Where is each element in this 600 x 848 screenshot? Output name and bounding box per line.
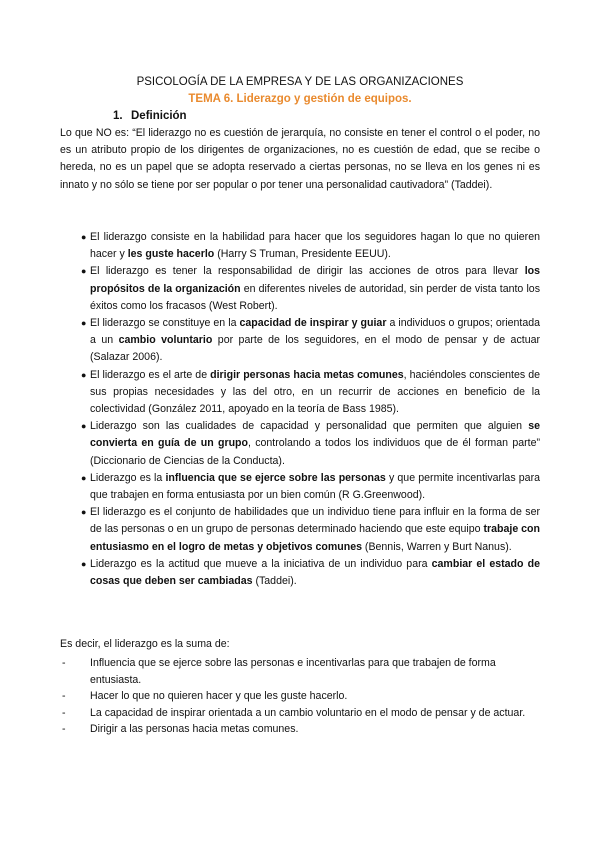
intro-paragraph: Lo que NO es: “El liderazgo no es cuestión de jerarquía, no consiste en tener el control o el poder, no es un atributo propio de los dirigentes de organizaciones, no es cuestión de edad, que se recibe o hereda, no es un papel que se adopta reservado a ciertas personas, no se lleva en los genes ni es innato y no sólo se tiene por ser popular o por tener una personalidad cautivadora” (Taddei).	[60, 127, 540, 191]
summary-item	[60, 705, 540, 722]
definition-text: El liderazgo es tener la responsabilidad de dirigir las acciones de otros para llevar	[90, 265, 525, 278]
definition-text: a individuos o grupos; orientada a un	[90, 317, 540, 347]
summary-intro: Es decir, el liderazgo es la suma de:	[60, 638, 230, 650]
summary-item	[60, 655, 540, 688]
definition-text: El liderazgo consiste en la habilidad para hacer que los seguidores hagan lo que no quieren hacer y	[90, 231, 540, 261]
definition-item	[60, 504, 540, 556]
definition-item	[60, 556, 540, 590]
definition-bold-text: cambiar el estado de cosas que deben ser cambiadas	[90, 557, 540, 588]
definition-text: por parte de los seguidores, en el modo de pensar y de actuar (Salazar 2006).	[90, 334, 541, 364]
summary-item-text: - La capacidad de inspirar orientada a un cambio voluntario en el modo de pensar y de actuar.	[90, 706, 526, 719]
section-number: 1.	[113, 110, 123, 122]
summary-item	[60, 721, 540, 738]
section-title: Definición	[131, 110, 187, 122]
summary-item-text: - Influencia que se ejerce sobre las personas e incentivarlas para que trabajen de forma entusiasta.	[90, 657, 496, 686]
summary-item-text: - Hacer lo que no quieren hacer y que les guste hacerlo.	[90, 690, 348, 702]
definition-text: , controlando a todos los individuos que de él forman parte” (Diccionario de Ciencias de la Conducta).	[90, 437, 540, 467]
definition-text: y que permite incentivarlas para que trabajen en forma entusiasta por un bien común (R G.Greenwood).	[90, 471, 540, 502]
definition-text: El liderazgo es el arte de	[90, 368, 211, 381]
definition-text: (Taddei).	[252, 575, 297, 588]
definition-item	[60, 470, 540, 504]
definition-bold-text: dirigir personas hacia metas comunes	[210, 368, 404, 381]
definition-bold-text: les guste hacerlo	[127, 248, 215, 261]
section-heading	[113, 109, 187, 124]
definition-text: Liderazgo es la	[90, 471, 166, 484]
course-title: PSICOLOGÍA DE LA EMPRESA Y DE LAS ORGANIZACIONES	[136, 76, 464, 88]
definition-item	[60, 418, 540, 470]
definition-text: El liderazgo se constituye en la	[90, 317, 240, 330]
definition-bold-text: los propósitos de la organización	[90, 265, 540, 295]
definition-item	[60, 229, 540, 263]
definition-text: en diferentes niveles de autoridad, sin perder de vista tanto los éxitos como los fracasos (West Robert).	[90, 282, 540, 312]
definition-text: , haciéndoles conscientes de sus propias necesidades y las del otro, en un recurrir de acciones en beneficio de la colectividad (González 2011, apoyado en la teoría de Bass 1985).	[90, 368, 540, 416]
definition-list	[60, 229, 540, 590]
summary-list	[60, 655, 540, 738]
definition-item	[60, 315, 540, 367]
definition-bold-text: influencia que se ejerce sobre las personas	[165, 471, 386, 484]
definition-text: Liderazgo son las cualidades de capacidad y personalidad que permiten que alguien	[90, 420, 529, 433]
definition-bold-text: trabaje con entusiasmo en el logro de metas y objetivos comunes	[90, 523, 540, 553]
definition-bold-text: cambio voluntario	[118, 334, 213, 347]
definition-bold-text: capacidad de inspirar y guiar	[239, 317, 387, 330]
definition-text: Liderazgo es la actitud que mueve a la iniciativa de un individuo para	[90, 557, 432, 570]
definition-item	[60, 263, 540, 315]
summary-item	[60, 688, 540, 705]
definition-text: (Bennis, Warren y Burt Nanus).	[361, 540, 512, 553]
summary-item-text: - Dirigir a las personas hacia metas comunes.	[90, 723, 299, 735]
definition-bold-text: se convierta en guía de un grupo	[90, 420, 540, 450]
topic-title: TEMA 6. Liderazgo y gestión de equipos.	[188, 93, 412, 105]
definition-text: (Harry S Truman, Presidente EEUU).	[214, 248, 391, 261]
definition-text: El liderazgo es el conjunto de habilidades que un individuo tiene para influir en la forma de ser de las personas o en un grupo de personas determinado haciendo que este equipo	[90, 506, 540, 536]
definition-item	[60, 367, 540, 419]
